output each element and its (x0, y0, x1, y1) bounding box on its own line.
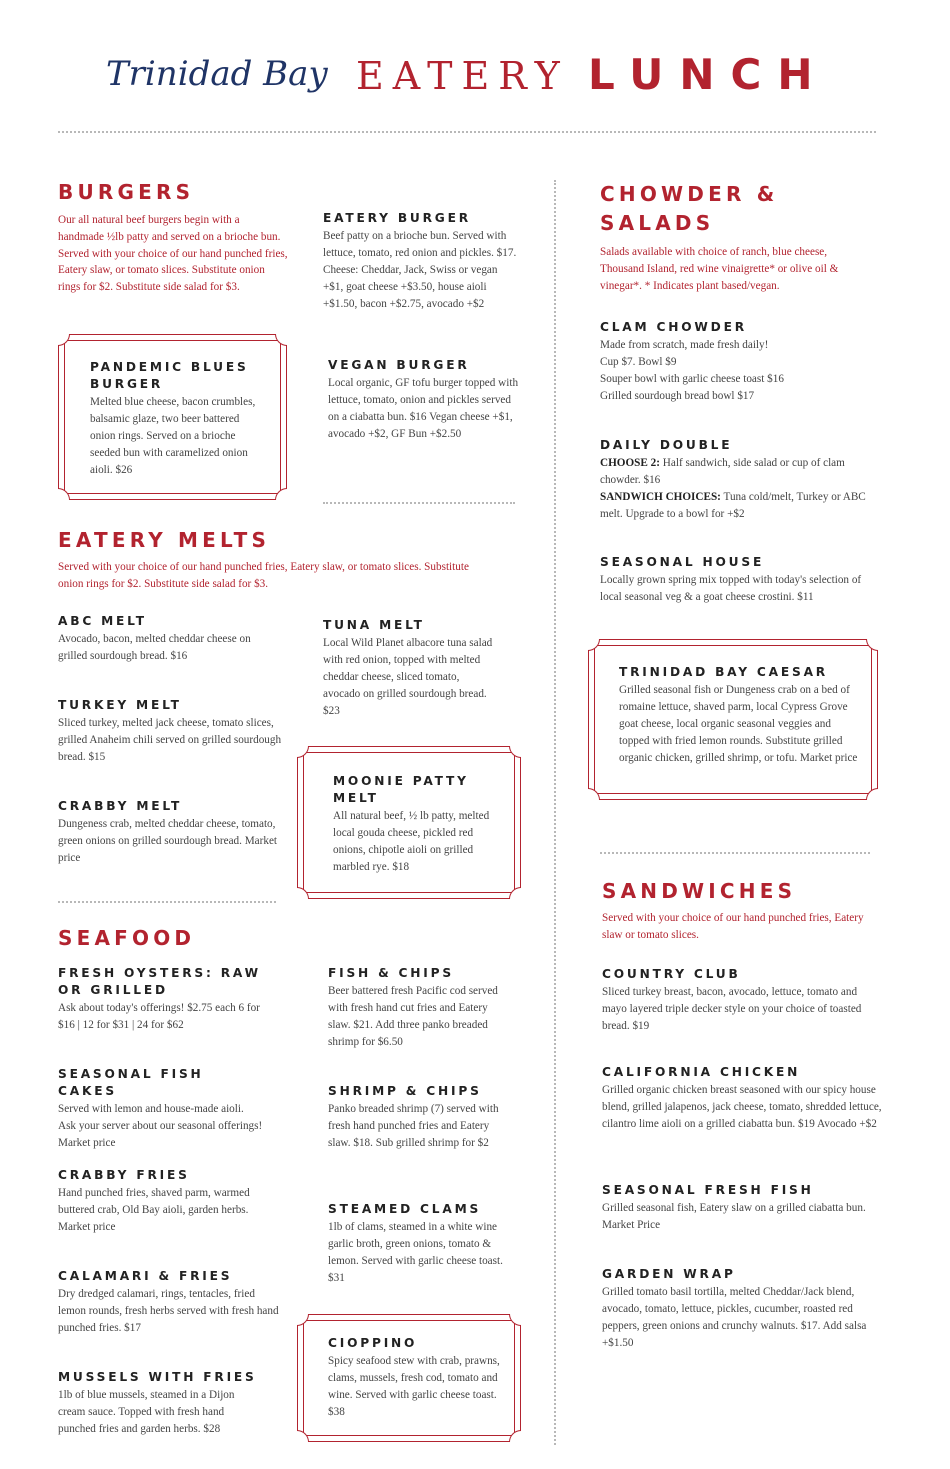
section-divider (600, 852, 870, 854)
item-description: Local Wild Planet albacore tuna salad with red onion, topped with melted cheddar cheese, sliced tomato, avocado on grilled sourdough bread. $23 (323, 637, 493, 717)
chowder-title-line2: SALADS (600, 211, 715, 235)
item-description: Spicy seafood stew with crab, prawns, clams, mussels, fresh cod, tomato and wine. Served with garlic cheese toast. $38 (328, 1355, 500, 1418)
item-description: Beer battered fresh Pacific cod served with fresh hand cut fries and Eatery slaw. $21. Add three panko breaded shrimp for $6.50 (328, 985, 498, 1048)
item-name: CRABBY FRIES (58, 1168, 190, 1182)
item-description: Grilled seasonal fish or Dungeness crab on a bed of romaine lettuce, shaved parm, local Cypress Grove goat cheese, local organic seasonal veggies and topped with fried lemon rounds. Substitute grilled organic chicken, grilled shrimp, or tofu. Market price (619, 684, 858, 764)
item-description: Dungeness crab, melted cheddar cheese, tomato, green onions on grilled sourdough bread. Market price (58, 818, 278, 864)
melts-section-header (58, 526, 478, 593)
item-name: GARDEN WRAP (602, 1267, 736, 1281)
menu-item (58, 798, 280, 867)
item-description: Avocado, bacon, melted cheddar cheese on grilled sourdough bread. $16 (58, 633, 251, 662)
featured-item-frame (58, 334, 287, 500)
section-divider (58, 901, 276, 903)
menu-item (600, 437, 868, 523)
menu-item (58, 965, 278, 1034)
item-name: SEASONAL HOUSE (600, 555, 765, 569)
item-description: Grilled organic chicken breast seasoned with our spicy house blend, grilled jalapenos, jack cheese, tomato, shredded lettuce, cilantro lime aioli on a grilled ciabatta bun. $19 Avocado +$2 (602, 1084, 882, 1130)
choose-text: Half sandwich, side salad or cup of clam chowder. $16 (600, 457, 845, 486)
choose-label: CHOOSE 2: (600, 457, 660, 469)
burgers-section-header (58, 178, 288, 296)
sandwich-choices-text: Tuna cold/melt, Turkey or ABC melt. Upgrade to a bowl for +$2 (600, 490, 866, 520)
item-name: TUNA MELT (323, 618, 425, 632)
item-description: Local organic, GF tofu burger topped with lettuce, tomato, onion and pickles served on a ciabatta bun. $16 Vegan cheese +$1, avocado +$2, GF Bun +$2.50 (328, 377, 519, 440)
item-description: All natural beef, ½ lb patty, melted local gouda cheese, pickled red onions, chipotle aioli on grilled marbled rye. $18 (333, 810, 490, 873)
menu-item (323, 617, 493, 720)
featured-item-frame (588, 639, 878, 800)
menu-item (328, 1083, 508, 1152)
brand-eatery-logo: EATERY (356, 54, 569, 98)
item-name: TURKEY MELT (58, 698, 182, 712)
chowder-note: Salads available with choice of ranch, blue cheese, Thousand Island, red wine vinaigrette* or olive oil & vinegar*. * Indicates plant based/vegan. (600, 246, 839, 292)
item-description: Melted blue cheese, bacon crumbles, balsamic glaze, two beer battered onion rings. Served on a brioche seeded bun with caramelized onion aioli. $26 (90, 396, 256, 476)
section-divider (323, 502, 515, 504)
item-description (600, 489, 868, 523)
item-name: CLAM CHOWDER (600, 320, 747, 334)
seafood-title: SEAFOOD (58, 926, 196, 950)
item-line: Souper bowl with garlic cheese toast $16 (600, 372, 784, 385)
menu-item (58, 697, 282, 766)
burgers-note: Our all natural beef burgers begin with a handmade ½lb patty and served on a brioche bun. Served with your choice of our hand punched fries, Eatery slaw, or tomato slices. Substitute onion rings for $2. Substitute side salad for $3. (58, 214, 288, 294)
melts-title: EATERY MELTS (58, 528, 271, 552)
chowder-title-line1: CHOWDER & (600, 182, 779, 206)
item-name: MUSSELS WITH FRIES (58, 1370, 257, 1384)
column-divider (554, 180, 556, 1445)
item-description: Grilled tomato basil tortilla, melted Cheddar/Jack blend, avocado, tomato, lettuce, pickles, cucumber, roasted red peppers, green onions and crunchy walnuts. $17. Add salsa +$1.50 (602, 1286, 867, 1349)
menu-item (600, 554, 872, 606)
item-description: Locally grown spring mix topped with today's selection of local seasonal veg & a goat cheese crostini. $11 (600, 574, 862, 603)
sandwiches-section-header (602, 877, 872, 944)
item-name: FISH & CHIPS (328, 966, 454, 980)
item-description: Sliced turkey breast, bacon, avocado, lettuce, tomato and mayo layered triple decker style on your choice of toasted bread. $19 (602, 986, 862, 1032)
item-name: COUNTRY CLUB (602, 967, 741, 981)
menu-item (323, 210, 518, 313)
menu-item (328, 1201, 508, 1287)
chowder-section-header (600, 180, 872, 294)
menu-title: LUNCH (588, 50, 829, 99)
menu-item (58, 1369, 258, 1438)
item-name: CRABBY MELT (58, 799, 183, 813)
item-description: Dry dredged calamari, rings, tentacles, fried lemon rounds, fresh herbs served with fresh hand punched fries. $17 (58, 1288, 279, 1334)
melts-note: Served with your choice of our hand punched fries, Eatery slaw, or tomato slices. Substitute onion rings for $2. Substitute side salad for $3. (58, 561, 469, 590)
item-description: Grilled seasonal fish, Eatery slaw on a grilled ciabatta bun. Market Price (602, 1202, 866, 1231)
featured-item-frame (297, 1314, 521, 1442)
header-divider (58, 131, 876, 133)
menu-item (328, 357, 520, 443)
menu-item (58, 613, 278, 665)
item-line: Made from scratch, made fresh daily! (600, 339, 769, 351)
menu-item (602, 1182, 887, 1234)
featured-item-frame (297, 746, 521, 899)
item-name: TRINIDAD BAY CAESAR (619, 665, 828, 679)
menu-item (58, 1268, 280, 1337)
menu-item (328, 965, 508, 1051)
menu-item (602, 1064, 887, 1133)
item-description: 1lb of blue mussels, steamed in a Dijon cream sauce. Topped with fresh hand punched fries and garden herbs. $28 (58, 1389, 235, 1435)
sandwich-choices-label: SANDWICH CHOICES: (600, 490, 721, 503)
item-description: Ask about today's offerings! $2.75 each 6 for $16 | 12 for $31 | 24 for $62 (58, 1002, 260, 1031)
menu-item (619, 664, 861, 767)
item-description: Served with lemon and house-made aioli. Ask your server about our seasonal offerings! Market price (58, 1103, 263, 1149)
menu-item (90, 359, 262, 479)
item-description: Panko breaded shrimp (7) served with fresh hand punched fries and Eatery slaw. $18. Sub grilled shrimp for $2 (328, 1103, 499, 1149)
item-name: SEASONAL FISH CAKES (58, 1067, 204, 1098)
menu-item (58, 1066, 263, 1152)
item-name: SHRIMP & CHIPS (328, 1084, 482, 1098)
item-name: MOONIE PATTY MELT (333, 774, 469, 805)
item-name: CALIFORNIA CHICKEN (602, 1065, 801, 1079)
item-name: STEAMED CLAMS (328, 1202, 482, 1216)
item-name: EATERY BURGER (323, 211, 471, 225)
sandwiches-title: SANDWICHES (602, 879, 797, 903)
item-name: CIOPPINO (328, 1336, 418, 1350)
item-name: SEASONAL FRESH FISH (602, 1183, 814, 1197)
item-name: PANDEMIC BLUES BURGER (90, 360, 249, 391)
item-line: Grilled sourdough bread bowl $17 (600, 389, 755, 402)
item-description: Hand punched fries, shaved parm, warmed buttered crab, Old Bay aioli, garden herbs. Market price (58, 1187, 250, 1233)
menu-item (602, 1266, 882, 1352)
burgers-title: BURGERS (58, 180, 195, 204)
item-name: CALAMARI & FRIES (58, 1269, 233, 1283)
menu-item (600, 319, 865, 405)
item-line: Cup $7. Bowl $9 (600, 355, 677, 368)
item-description: 1lb of clams, steamed in a white wine garlic broth, green onions, tomato & lemon. Served with garlic cheese toast. $31 (328, 1221, 503, 1284)
item-description: Beef patty on a brioche bun. Served with lettuce, tomato, red onion and pickles. $17. Cheese: Cheddar, Jack, Swiss or vegan +$1, goat cheese +$3.50, house aioli +$1.50, bacon +$2.75, avocado +$2 (323, 230, 517, 310)
menu-item (328, 1335, 506, 1421)
item-description: Sliced turkey, melted jack cheese, tomato slices, grilled Anaheim chili served on grilled sourdough bread. $15 (58, 717, 282, 763)
seafood-section-header (58, 924, 258, 953)
menu-item (602, 966, 870, 1035)
menu-item (58, 1167, 276, 1236)
item-description (600, 455, 868, 489)
item-name: VEGAN BURGER (328, 358, 470, 372)
item-name: DAILY DOUBLE (600, 438, 733, 452)
brand-script-logo: Trinidad Bay (106, 54, 328, 94)
item-name: FRESH OYSTERS: RAW OR GRILLED (58, 966, 261, 997)
item-name: ABC MELT (58, 614, 147, 628)
sandwiches-note: Served with your choice of our hand punched fries, Eatery slaw or tomato slices. (602, 912, 864, 941)
menu-item (333, 773, 497, 876)
